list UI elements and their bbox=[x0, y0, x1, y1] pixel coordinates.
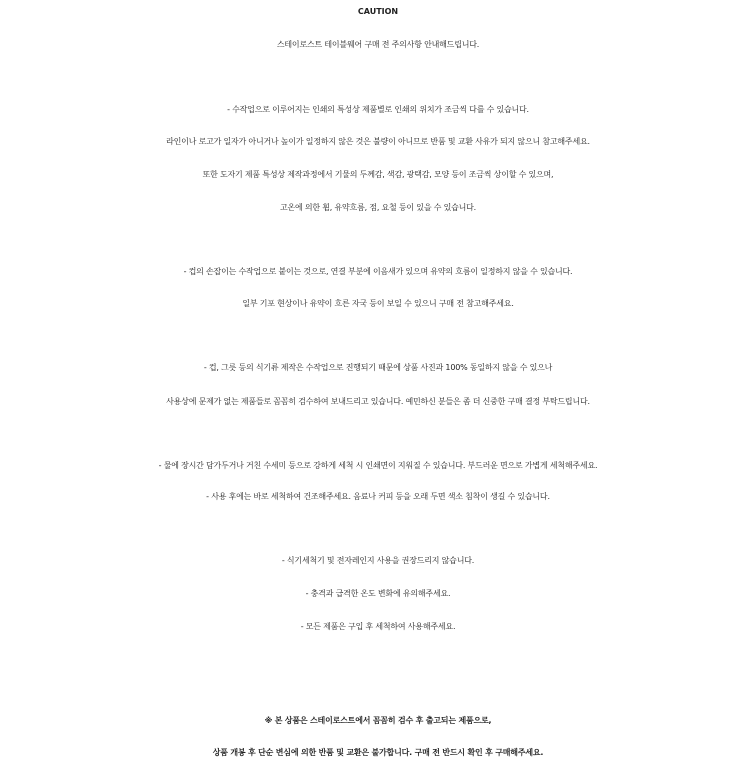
page-title: CAUTION bbox=[357, 7, 399, 16]
intro-text: 스테이로스트 테이블웨어 구매 전 주의사항 안내해드립니다. bbox=[276, 40, 480, 49]
section2-line1: - 컵의 손잡이는 수작업으로 붙이는 것으로, 연결 부분에 이음새가 있으며 유약의 흐름이 일정하지 않을 수 있습니다. bbox=[183, 267, 573, 276]
section1-line1: - 수작업으로 이루어지는 인쇄의 특성상 제품별로 인쇄의 위치가 조금씩 다를 수 있습니다. bbox=[227, 105, 529, 114]
section1-line3: 또한 도자기 제품 특성상 제작과정에서 기물의 두께감, 색감, 광택감, 모양 등이 조금씩 상이할 수 있으며, bbox=[202, 170, 554, 179]
section3-line2: 사용상에 문제가 없는 제품들로 꼼꼼히 검수하여 보내드리고 있습니다. 예민하신 분들은 좀 더 신중한 구매 결정 부탁드립니다. bbox=[166, 397, 590, 406]
notice-line1: ※ 본 상품은 스테이로스트에서 꼼꼼히 검수 후 출고되는 제품으로, bbox=[264, 716, 492, 725]
section5-line2: - 충격과 급격한 온도 변화에 유의해주세요. bbox=[305, 589, 451, 598]
section4-line1: - 물에 장시간 담가두거나 거친 수세미 등으로 강하게 세척 시 인쇄면이 지워질 수 있습니다. 부드러운 면으로 가볍게 세척해주세요. bbox=[158, 461, 598, 470]
notice-line2: 상품 개봉 후 단순 변심에 의한 반품 및 교환은 불가합니다. 구매 전 반드시 확인 후 구매해주세요. bbox=[212, 748, 544, 757]
section4-line2: - 사용 후에는 바로 세척하여 건조해주세요. 음료나 커피 등을 오래 두면 색소 침착이 생길 수 있습니다. bbox=[206, 492, 550, 501]
section3-line1: - 컵, 그릇 등의 식기류 제작은 수작업으로 진행되기 때문에 상품 사진과 100% 동일하지 않을 수 있으나 bbox=[203, 363, 553, 372]
section5-line1: - 식기세척기 및 전자레인지 사용을 권장드리지 않습니다. bbox=[281, 556, 475, 565]
section5-line3: - 모든 제품은 구입 후 세척하여 사용해주세요. bbox=[300, 622, 456, 631]
section2-line2: 일부 기포 현상이나 유약이 흐른 자국 등이 보일 수 있으니 구매 전 참고해주세요. bbox=[242, 299, 514, 308]
section1-line4: 고온에 의한 휨, 유약흐름, 점, 요철 등이 있을 수 있습니다. bbox=[279, 203, 477, 212]
section1-line2: 라인이나 로고가 일자가 아니거나 높이가 일정하지 않은 것은 불량이 아니므로 반품 및 교환 사유가 되지 않으니 참고해주세요. bbox=[166, 137, 590, 146]
